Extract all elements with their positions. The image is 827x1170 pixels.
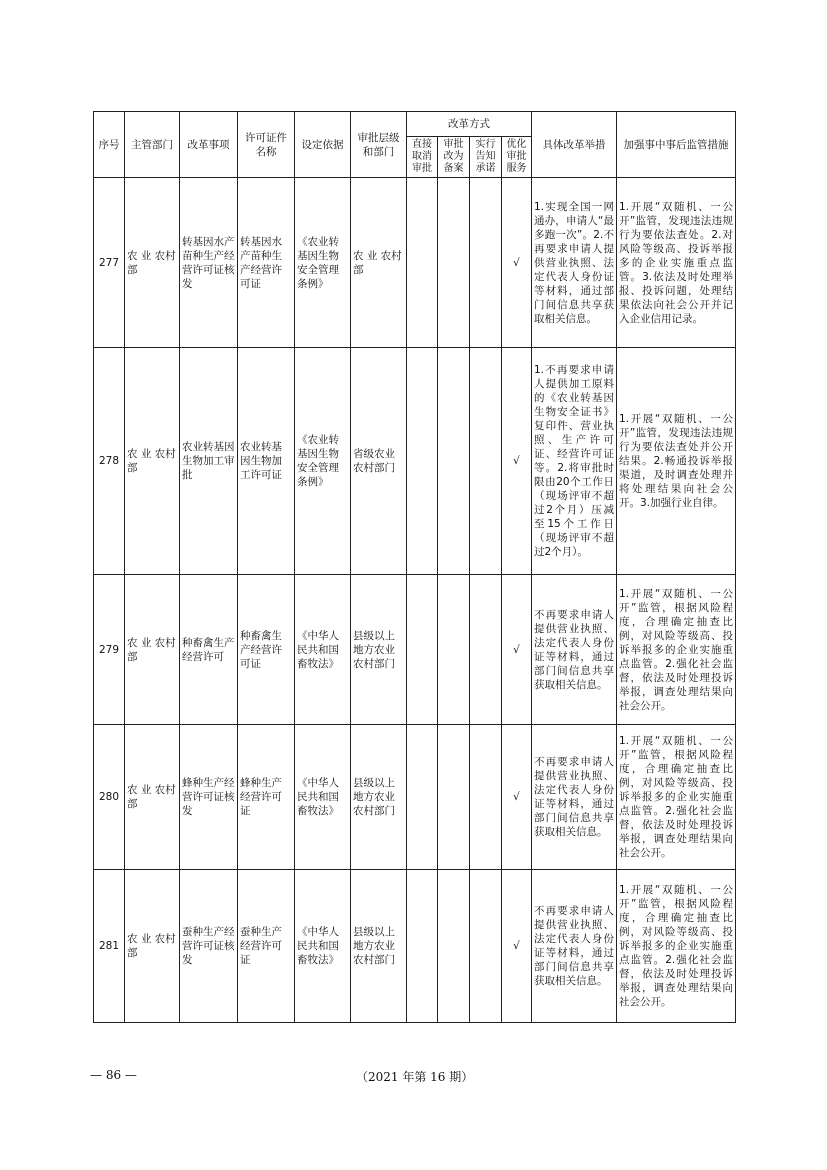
header-method-commitment: 实行告知承诺 — [470, 137, 502, 178]
cell-method-cancel — [407, 870, 438, 1023]
reform-table — [93, 111, 736, 1023]
cell-method-commitment — [470, 870, 502, 1023]
cell-dept: 农 业 农村部 — [125, 178, 180, 348]
cell-method-cancel — [407, 348, 438, 575]
cell-supervision: 1.开展“双随机、一公开”监管，发现违法违规行为要依法查处。2.对风险等级高、投诉举报多的企业实施重点监管。3.依法及时处理举报、投诉问题，处理结果依法向社会公开并记入企业信用记录。 — [617, 178, 736, 348]
table-row — [94, 725, 736, 870]
cell-basis: 《中华人民共和国畜牧法》 — [295, 575, 351, 725]
cell-dept: 农 业 农村部 — [125, 870, 180, 1023]
cell-basis: 《中华人民共和国畜牧法》 — [295, 725, 351, 870]
cell-method-commitment — [470, 348, 502, 575]
cell-seq: 277 — [94, 178, 125, 348]
cell-measures: 1.不再要求申请人提供加工原料的《农业转基因生物安全证书》复印件、营业执照、生产许可证、经营许可证等。2.将审批时限由20个工作日（现场评审不超过2个月）压减至15个工作日（现场评审不超过2个月）。 — [532, 348, 617, 575]
cell-basis: 《中华人民共和国畜牧法》 — [295, 870, 351, 1023]
cell-method-filing — [438, 870, 470, 1023]
cell-method-optimize-check: √ — [502, 575, 532, 725]
header-method-filing: 审批改为备案 — [438, 137, 470, 178]
header-level: 审批层级和部门 — [351, 112, 407, 178]
header-method: 改革方式 — [407, 112, 532, 137]
cell-level: 县级以上地方农业农村部门 — [351, 725, 407, 870]
cell-dept: 农 业 农村部 — [125, 725, 180, 870]
cell-measures: 不再要求申请人提供营业执照、法定代表人身份证等材料，通过部门间信息共享获取相关信息。 — [532, 870, 617, 1023]
cell-supervision: 1.开展“双随机、一公开”监管，根据风险程度，合理确定抽查比例，对风险等级高、投诉举报多的企业实施重点监管。2.强化社会监督，依法及时处理投诉举报，调查处理结果向社会公开。 — [617, 575, 736, 725]
cell-method-filing — [438, 348, 470, 575]
cell-seq: 281 — [94, 870, 125, 1023]
cell-license: 种畜禽生产经营许可证 — [238, 575, 295, 725]
table-row — [94, 870, 736, 1023]
cell-supervision: 1.开展“双随机、一公开”监管，根据风险程度，合理确定抽查比例，对风险等级高、投诉举报多的企业实施重点监管。2.强化社会监督，依法及时处理投诉举报，调查处理结果向社会公开。 — [617, 870, 736, 1023]
cell-method-commitment — [470, 178, 502, 348]
header-method-optimize: 优化审批服务 — [502, 137, 532, 178]
header-dept: 主管部门 — [125, 112, 180, 178]
cell-supervision: 1.开展“双随机、一公开”监管，发现违法违规行为要依法查处并公开结果。2.畅通投诉举报渠道，及时调查处理并将处理结果向社会公开。3.加强行业自律。 — [617, 348, 736, 575]
cell-level: 县级以上地方农业农村部门 — [351, 575, 407, 725]
cell-supervision: 1.开展“双随机、一公开”监管，根据风险程度，合理确定抽查比例，对风险等级高、投诉举报多的企业实施重点监管。2.强化社会监督，依法及时处理投诉举报，调查处理结果向社会公开。 — [617, 725, 736, 870]
table-row — [94, 178, 736, 348]
cell-method-commitment — [470, 725, 502, 870]
cell-item: 农业转基因生物加工审批 — [180, 348, 238, 575]
cell-item: 种畜禽生产经营许可 — [180, 575, 238, 725]
header-measures: 具体改革举措 — [532, 112, 617, 178]
table-row — [94, 348, 736, 575]
issue-label: （2021 年第 16 期） — [356, 1070, 474, 1084]
cell-seq: 279 — [94, 575, 125, 725]
header-item: 改革事项 — [180, 112, 238, 178]
cell-method-optimize-check: √ — [502, 178, 532, 348]
cell-level: 农 业 农村部 — [351, 178, 407, 348]
cell-measures: 1.实现全国一网通办，申请人“最多跑一次”。2.不再要求申请人提供营业执照、法定代表人身份证等材料，通过部门间信息共享获取相关信息。 — [532, 178, 617, 348]
cell-measures: 不再要求申请人提供营业执照、法定代表人身份证等材料，通过部门间信息共享获取相关信息。 — [532, 725, 617, 870]
header-license: 许可证件名称 — [238, 112, 295, 178]
cell-basis: 《农业转基因生物安全管理条例》 — [295, 348, 351, 575]
header-supervision: 加强事中事后监管措施 — [617, 112, 736, 178]
cell-license: 转基因水产苗种生产经营许可证 — [238, 178, 295, 348]
cell-item: 转基因水产苗种生产经营许可证核发 — [180, 178, 238, 348]
cell-level: 省级农业农村部门 — [351, 348, 407, 575]
cell-seq: 278 — [94, 348, 125, 575]
header-basis: 设定依据 — [295, 112, 351, 178]
cell-method-cancel — [407, 178, 438, 348]
header-method-cancel: 直接取消审批 — [407, 137, 438, 178]
header-seq: 序号 — [94, 112, 125, 178]
cell-method-optimize-check: √ — [502, 870, 532, 1023]
cell-dept: 农 业 农村部 — [125, 348, 180, 575]
cell-item: 蚕种生产经营许可证核发 — [180, 870, 238, 1023]
cell-method-optimize-check: √ — [502, 725, 532, 870]
cell-seq: 280 — [94, 725, 125, 870]
cell-license: 蜂种生产经营许可证 — [238, 725, 295, 870]
cell-method-cancel — [407, 575, 438, 725]
table-row — [94, 575, 736, 725]
page-number: — 86 — — [90, 1068, 137, 1082]
cell-method-filing — [438, 725, 470, 870]
cell-method-cancel — [407, 725, 438, 870]
cell-license: 蚕种生产经营许可证 — [238, 870, 295, 1023]
header-row — [94, 112, 736, 137]
cell-license: 农业转基因生物加工许可证 — [238, 348, 295, 575]
cell-level: 县级以上地方农业农村部门 — [351, 870, 407, 1023]
cell-method-commitment — [470, 575, 502, 725]
cell-method-filing — [438, 575, 470, 725]
cell-item: 蜂种生产经营许可证核发 — [180, 725, 238, 870]
cell-basis: 《农业转基因生物安全管理条例》 — [295, 178, 351, 348]
cell-method-optimize-check: √ — [502, 348, 532, 575]
cell-dept: 农 业 农村部 — [125, 575, 180, 725]
cell-measures: 不再要求申请人提供营业执照、法定代表人身份证等材料，通过部门间信息共享获取相关信息。 — [532, 575, 617, 725]
cell-method-filing — [438, 178, 470, 348]
